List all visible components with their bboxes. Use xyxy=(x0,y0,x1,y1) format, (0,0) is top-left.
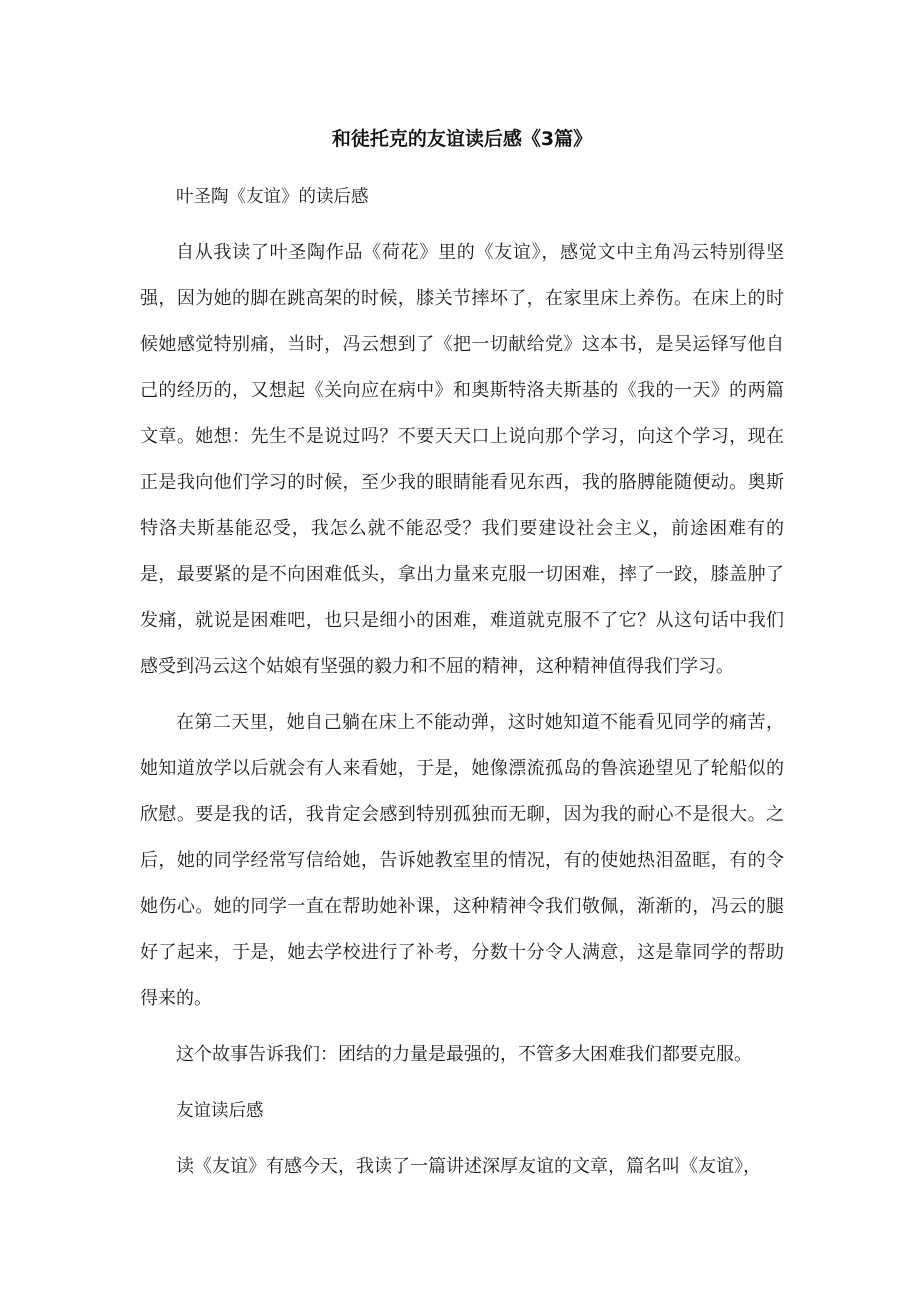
document-title: 和徒托克的友谊读后感《3篇》 xyxy=(331,128,593,150)
body-paragraph-3: 这个故事告诉我们：团结的力量是最强的，不管多大困难我们都要克服。 xyxy=(176,1044,752,1065)
body-paragraph-2: 在第二天里，她自己躺在床上不能动弹，这时她知道不能看见同学的痛苦，她知道放学以后就会有人来看她，于是，她像漂流孤岛的鲁滨逊望见了轮船似的欣慰。要是我的话，我肯定会感到特别孤独而无聊，因为我的耐心不是很大。之后，她的同学经常写信给她，告诉她教室里的情况，有的使她热泪盈眶，有的令她伤心。她的同学一直在帮助她补课，这种精神令我们敬佩，渐渐的，冯云的腿好了起来，于是，她去学校进行了补考，分数十分令人满意，这是靠同学的帮助得来的。 xyxy=(140,712,784,1009)
body-paragraph-4: 读《友谊》有感今天，我读了一篇讲述深厚友谊的文章，篇名叫《友谊》， xyxy=(176,1156,761,1177)
section-heading-1: 叶圣陶《友谊》的读后感 xyxy=(176,187,369,207)
section-heading-2: 友谊读后感 xyxy=(176,1101,264,1121)
document-page xyxy=(140,116,784,1200)
body-paragraph-1: 自从我读了叶圣陶作品《荷花》里的《友谊》，感觉文中主角冯云特别得坚强，因为她的脚在跳高架的时候，膝关节摔坏了，在家里床上养伤。在床上的时候她感觉特别痛，当时，冯云想到了《把一切献给党》这本书，是吴运铎写他自己的经历的，又想起《关向应在病中》和奥斯特洛夫斯基的《我的一天》的两篇文章。她想：先生不是说过吗？不要天天口上说向那个学习，向这个学习，现在正是我向他们学习的时候，至少我的眼睛能看见东西，我的胳膊能随便动。奥斯特洛夫斯基能忍受，我怎么就不能忍受？我们要建设社会主义，前途困难有的是，最要紧的是不向困难低头，拿出力量来克服一切困难，摔了一跤，膝盖肿了发痛，就说是困难吧，也只是细小的困难，难道就克服不了它？从这句话中我们感受到冯云这个姑娘有坚强的毅力和不屈的精神，这种精神值得我们学习。 xyxy=(140,242,784,677)
